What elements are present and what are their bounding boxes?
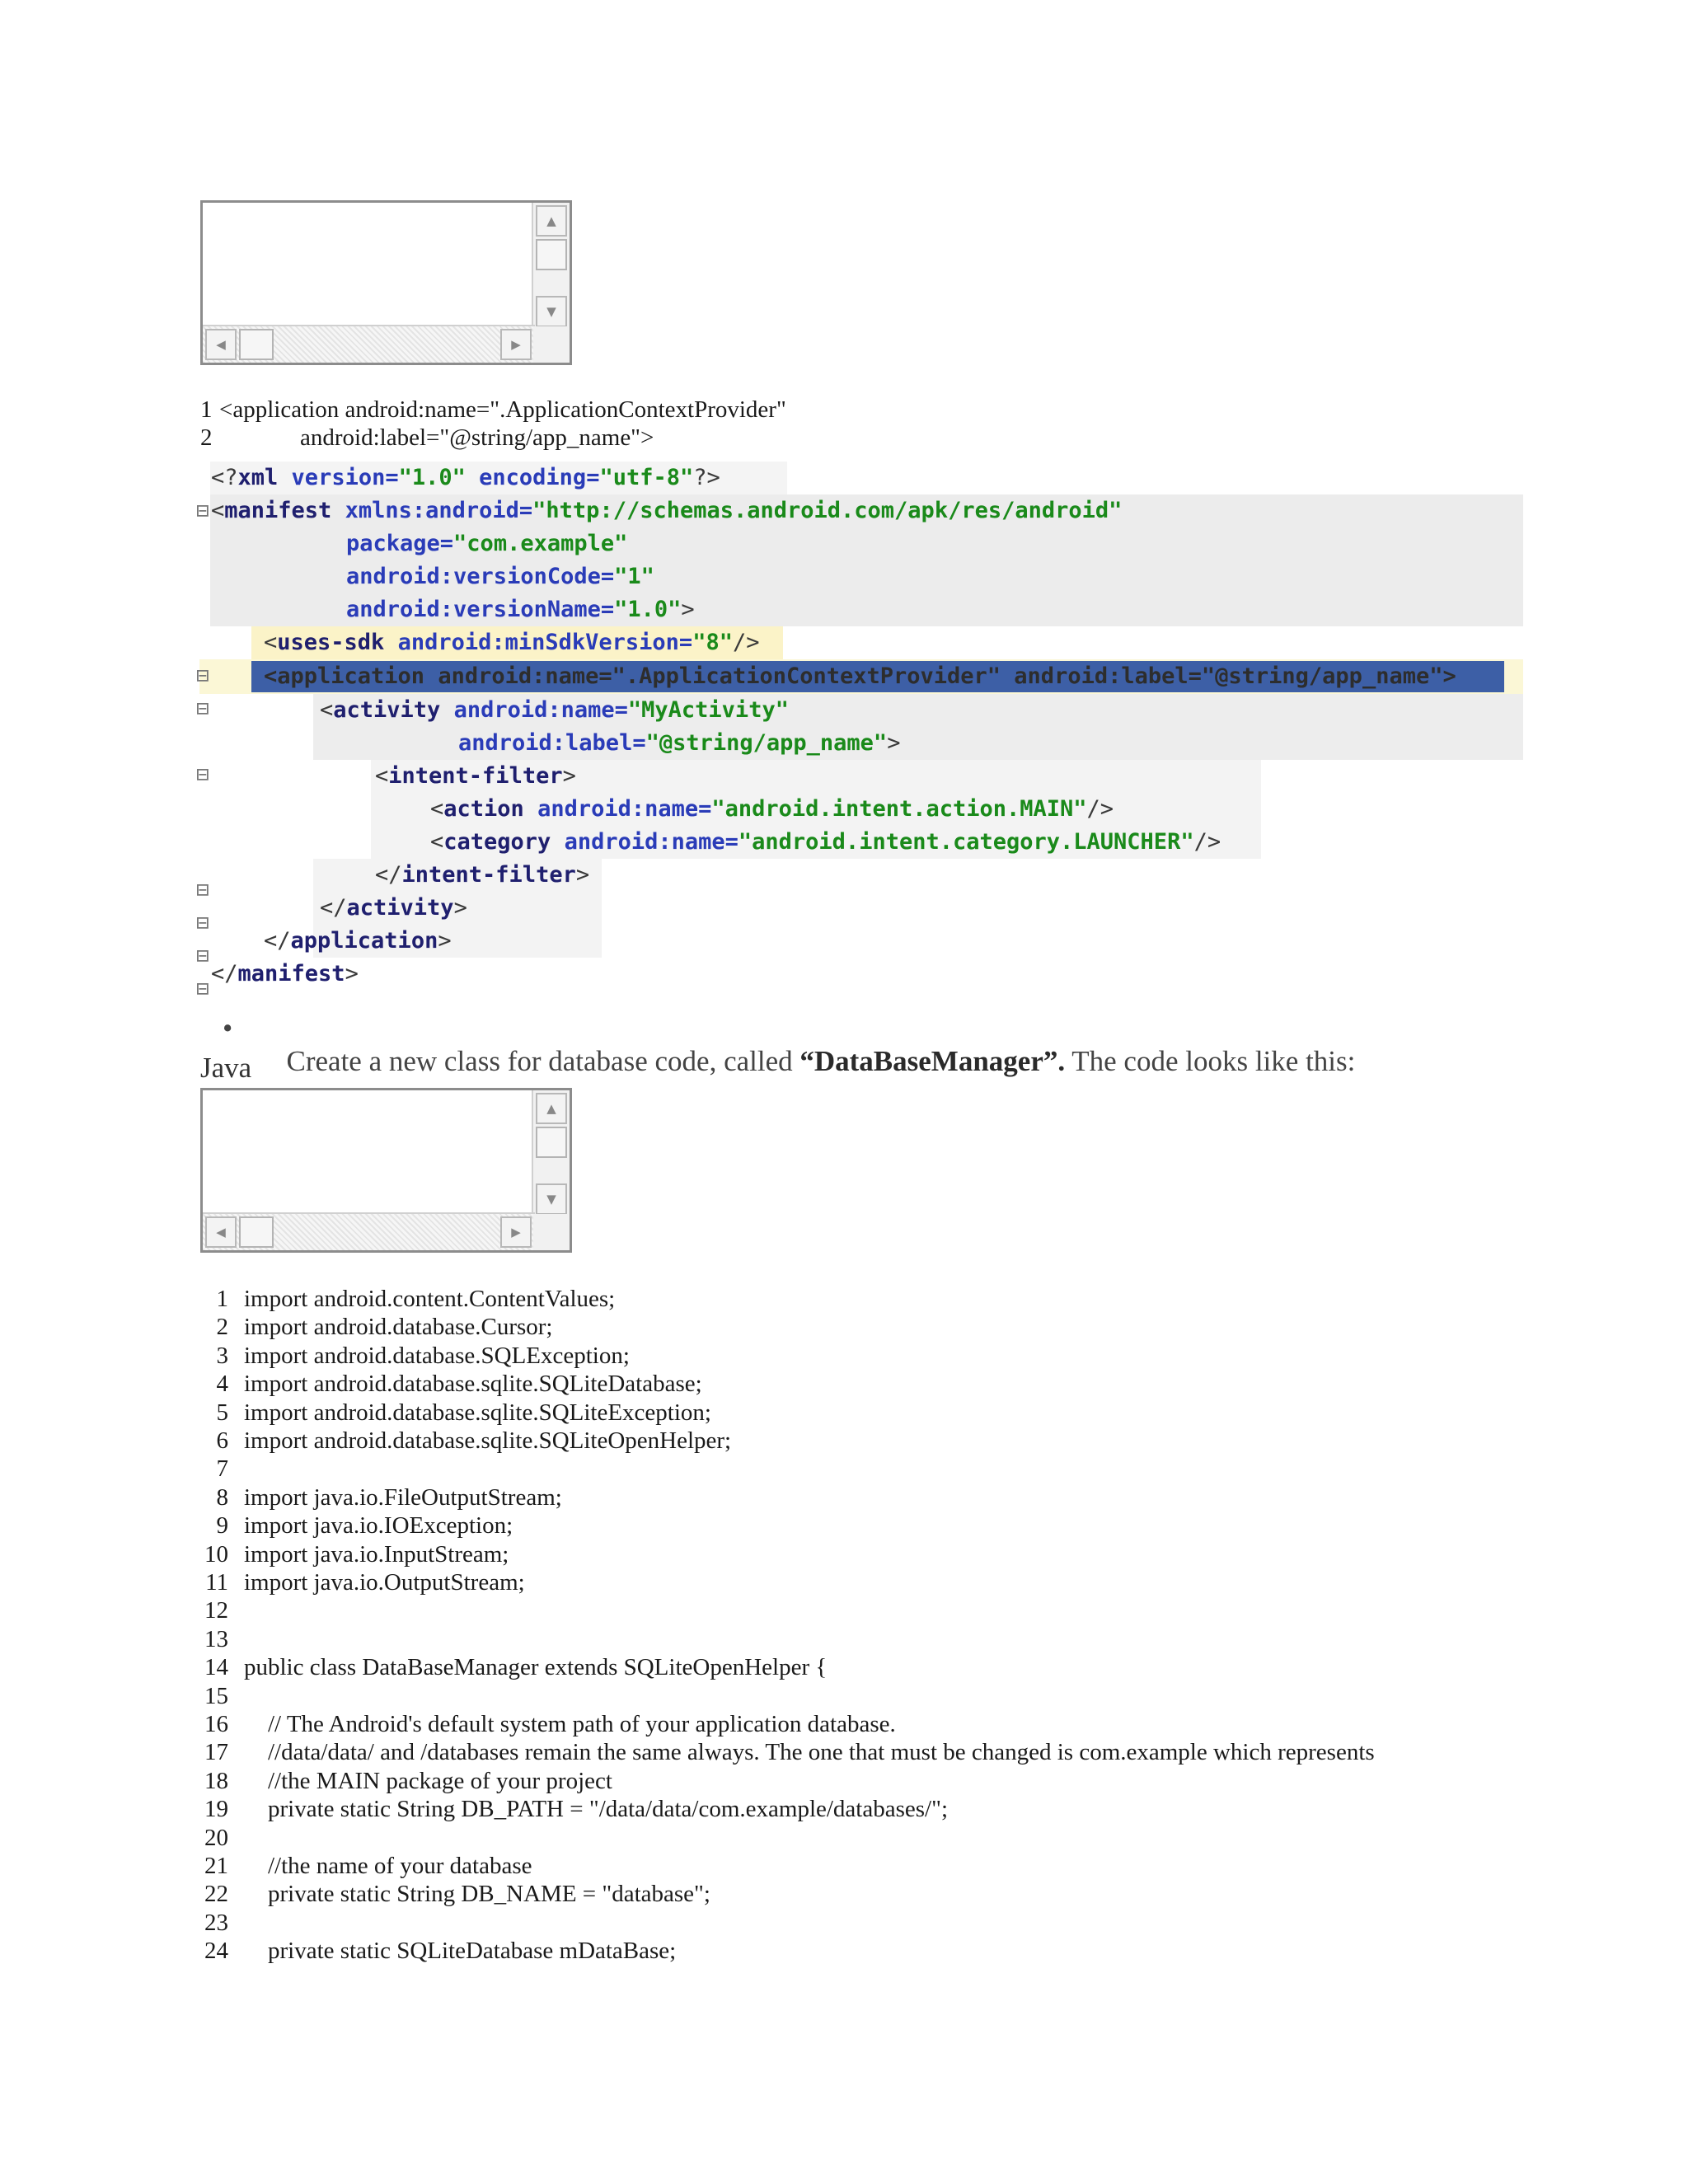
- scroll-left-icon[interactable]: ◀: [205, 1216, 237, 1248]
- code-line: import android.database.sqlite.SQLiteOpenHelper;: [244, 1427, 732, 1454]
- code-line: import android.database.Cursor;: [244, 1314, 553, 1340]
- code-line: </activity>: [320, 895, 467, 921]
- scroll-down-icon[interactable]: ▼: [536, 296, 567, 327]
- code-line: </manifest>: [211, 961, 359, 987]
- bullet-icon: •: [223, 1012, 233, 1044]
- scroll-up-icon[interactable]: ▲: [536, 205, 567, 237]
- manifest-code-image: [0, 462, 1688, 1005]
- code-line: import java.io.OutputStream;: [244, 1569, 525, 1596]
- line-number: 19: [204, 1796, 228, 1822]
- line-number: 2: [200, 424, 213, 451]
- line-number: 3: [216, 1343, 228, 1369]
- code-line: //the name of your database: [244, 1853, 532, 1879]
- code-line: // The Android's default system path of your application database.: [244, 1711, 896, 1737]
- xml-snippet-line: <application android:name=".ApplicationContextProvider": [219, 396, 786, 423]
- fold-icon: ⊟: [196, 977, 209, 1001]
- fold-icon: ⊟: [196, 944, 209, 968]
- code-line: private static String DB_NAME = "database";: [244, 1881, 710, 1907]
- code-line: android:label="@string/app_name">: [458, 730, 901, 756]
- horizontal-scroll-thumb[interactable]: [239, 1216, 274, 1248]
- code-line: import java.io.IOException;: [244, 1512, 513, 1539]
- scroll-right-icon[interactable]: ▶: [500, 1216, 532, 1248]
- code-line: import android.content.ContentValues;: [244, 1286, 616, 1312]
- class-name: “DataBaseManager”.: [799, 1045, 1066, 1077]
- line-number: 1: [216, 1286, 228, 1312]
- fold-icon: ⊟: [196, 663, 209, 688]
- line-number: 15: [204, 1683, 228, 1709]
- line-number: 7: [216, 1455, 228, 1482]
- language-label: Java: [200, 1052, 252, 1084]
- vertical-scroll-thumb[interactable]: [536, 1127, 567, 1158]
- line-number: 17: [204, 1739, 228, 1765]
- code-line: import android.database.SQLException;: [244, 1343, 630, 1369]
- scroll-left-icon[interactable]: ◀: [205, 329, 237, 360]
- code-line: <action android:name="android.intent.action.MAIN"/>: [430, 796, 1114, 822]
- code-line: </application>: [264, 928, 452, 954]
- fold-icon: ⊟: [196, 696, 209, 721]
- code-line: import java.io.InputStream;: [244, 1541, 509, 1568]
- instruction-bullet: [223, 1012, 1355, 1078]
- line-number: 14: [204, 1654, 228, 1680]
- code-viewer-box-2[interactable]: [200, 1088, 572, 1253]
- code-line: <manifest xmlns:android="http://schemas.android.com/apk/res/android": [211, 498, 1123, 523]
- fold-icon: ⊟: [196, 878, 209, 902]
- line-number: 8: [216, 1484, 228, 1511]
- line-number: 13: [204, 1626, 228, 1652]
- code-line: <category android:name="android.intent.category.LAUNCHER"/>: [430, 829, 1221, 855]
- line-number: 18: [204, 1768, 228, 1794]
- line-number: 20: [204, 1825, 228, 1851]
- scroll-up-icon[interactable]: ▲: [536, 1093, 567, 1124]
- horizontal-scroll-thumb[interactable]: [239, 329, 274, 360]
- line-number: 23: [204, 1910, 228, 1936]
- scroll-corner: [533, 326, 570, 363]
- code-line: import android.database.sqlite.SQLiteException;: [244, 1399, 711, 1426]
- code-line: //the MAIN package of your project: [244, 1768, 612, 1794]
- line-number: 9: [216, 1512, 228, 1539]
- code-line: <?xml version="1.0" encoding="utf-8"?>: [211, 465, 720, 490]
- line-number: 11: [205, 1569, 228, 1596]
- xml-snippet-line: android:label="@string/app_name">: [300, 424, 654, 451]
- code-line: <activity android:name="MyActivity": [320, 697, 789, 723]
- code-line: //data/data/ and /databases remain the same always. The one that must be changed is com.example which represents: [244, 1739, 1375, 1765]
- fold-icon: ⊟: [196, 499, 209, 523]
- code-line-selected: <application android:name=".ApplicationContextProvider" android:label="@string/app_name">: [264, 663, 1456, 689]
- line-number: 12: [204, 1597, 228, 1624]
- line-number: 2: [216, 1314, 228, 1340]
- code-line: <intent-filter>: [375, 763, 576, 789]
- line-number: 21: [204, 1853, 228, 1879]
- line-number: 16: [204, 1711, 228, 1737]
- vertical-scroll-thumb[interactable]: [536, 239, 567, 270]
- code-line: package="com.example": [346, 531, 628, 556]
- line-number: 4: [216, 1371, 228, 1397]
- code-line: import android.database.sqlite.SQLiteDatabase;: [244, 1371, 702, 1397]
- code-line: private static SQLiteDatabase mDataBase;: [244, 1938, 677, 1964]
- line-number: 6: [216, 1427, 228, 1454]
- code-line: </intent-filter>: [375, 862, 590, 888]
- scroll-right-icon[interactable]: ▶: [500, 329, 532, 360]
- code-line: import java.io.FileOutputStream;: [244, 1484, 562, 1511]
- line-number: 24: [204, 1938, 228, 1964]
- code-line: public class DataBaseManager extends SQLiteOpenHelper {: [244, 1654, 828, 1680]
- line-number: 10: [204, 1541, 228, 1568]
- code-line: private static String DB_PATH = "/data/data/com.example/databases/";: [244, 1796, 948, 1822]
- code-line: <uses-sdk android:minSdkVersion="8"/>: [264, 630, 760, 655]
- line-number: 5: [216, 1399, 228, 1426]
- code-viewer-box-1[interactable]: [200, 200, 572, 365]
- scroll-down-icon[interactable]: ▼: [536, 1183, 567, 1215]
- fold-icon: ⊟: [196, 762, 209, 787]
- code-line: android:versionName="1.0">: [346, 597, 695, 622]
- line-number: 1: [200, 396, 213, 423]
- instruction-text-end: The code looks like this:: [1065, 1045, 1356, 1077]
- instruction-text: Create a new class for database code, called: [286, 1045, 800, 1077]
- scroll-corner: [533, 1214, 570, 1250]
- line-number: 22: [204, 1881, 228, 1907]
- fold-icon: ⊟: [196, 911, 209, 935]
- code-line: android:versionCode="1": [346, 564, 654, 589]
